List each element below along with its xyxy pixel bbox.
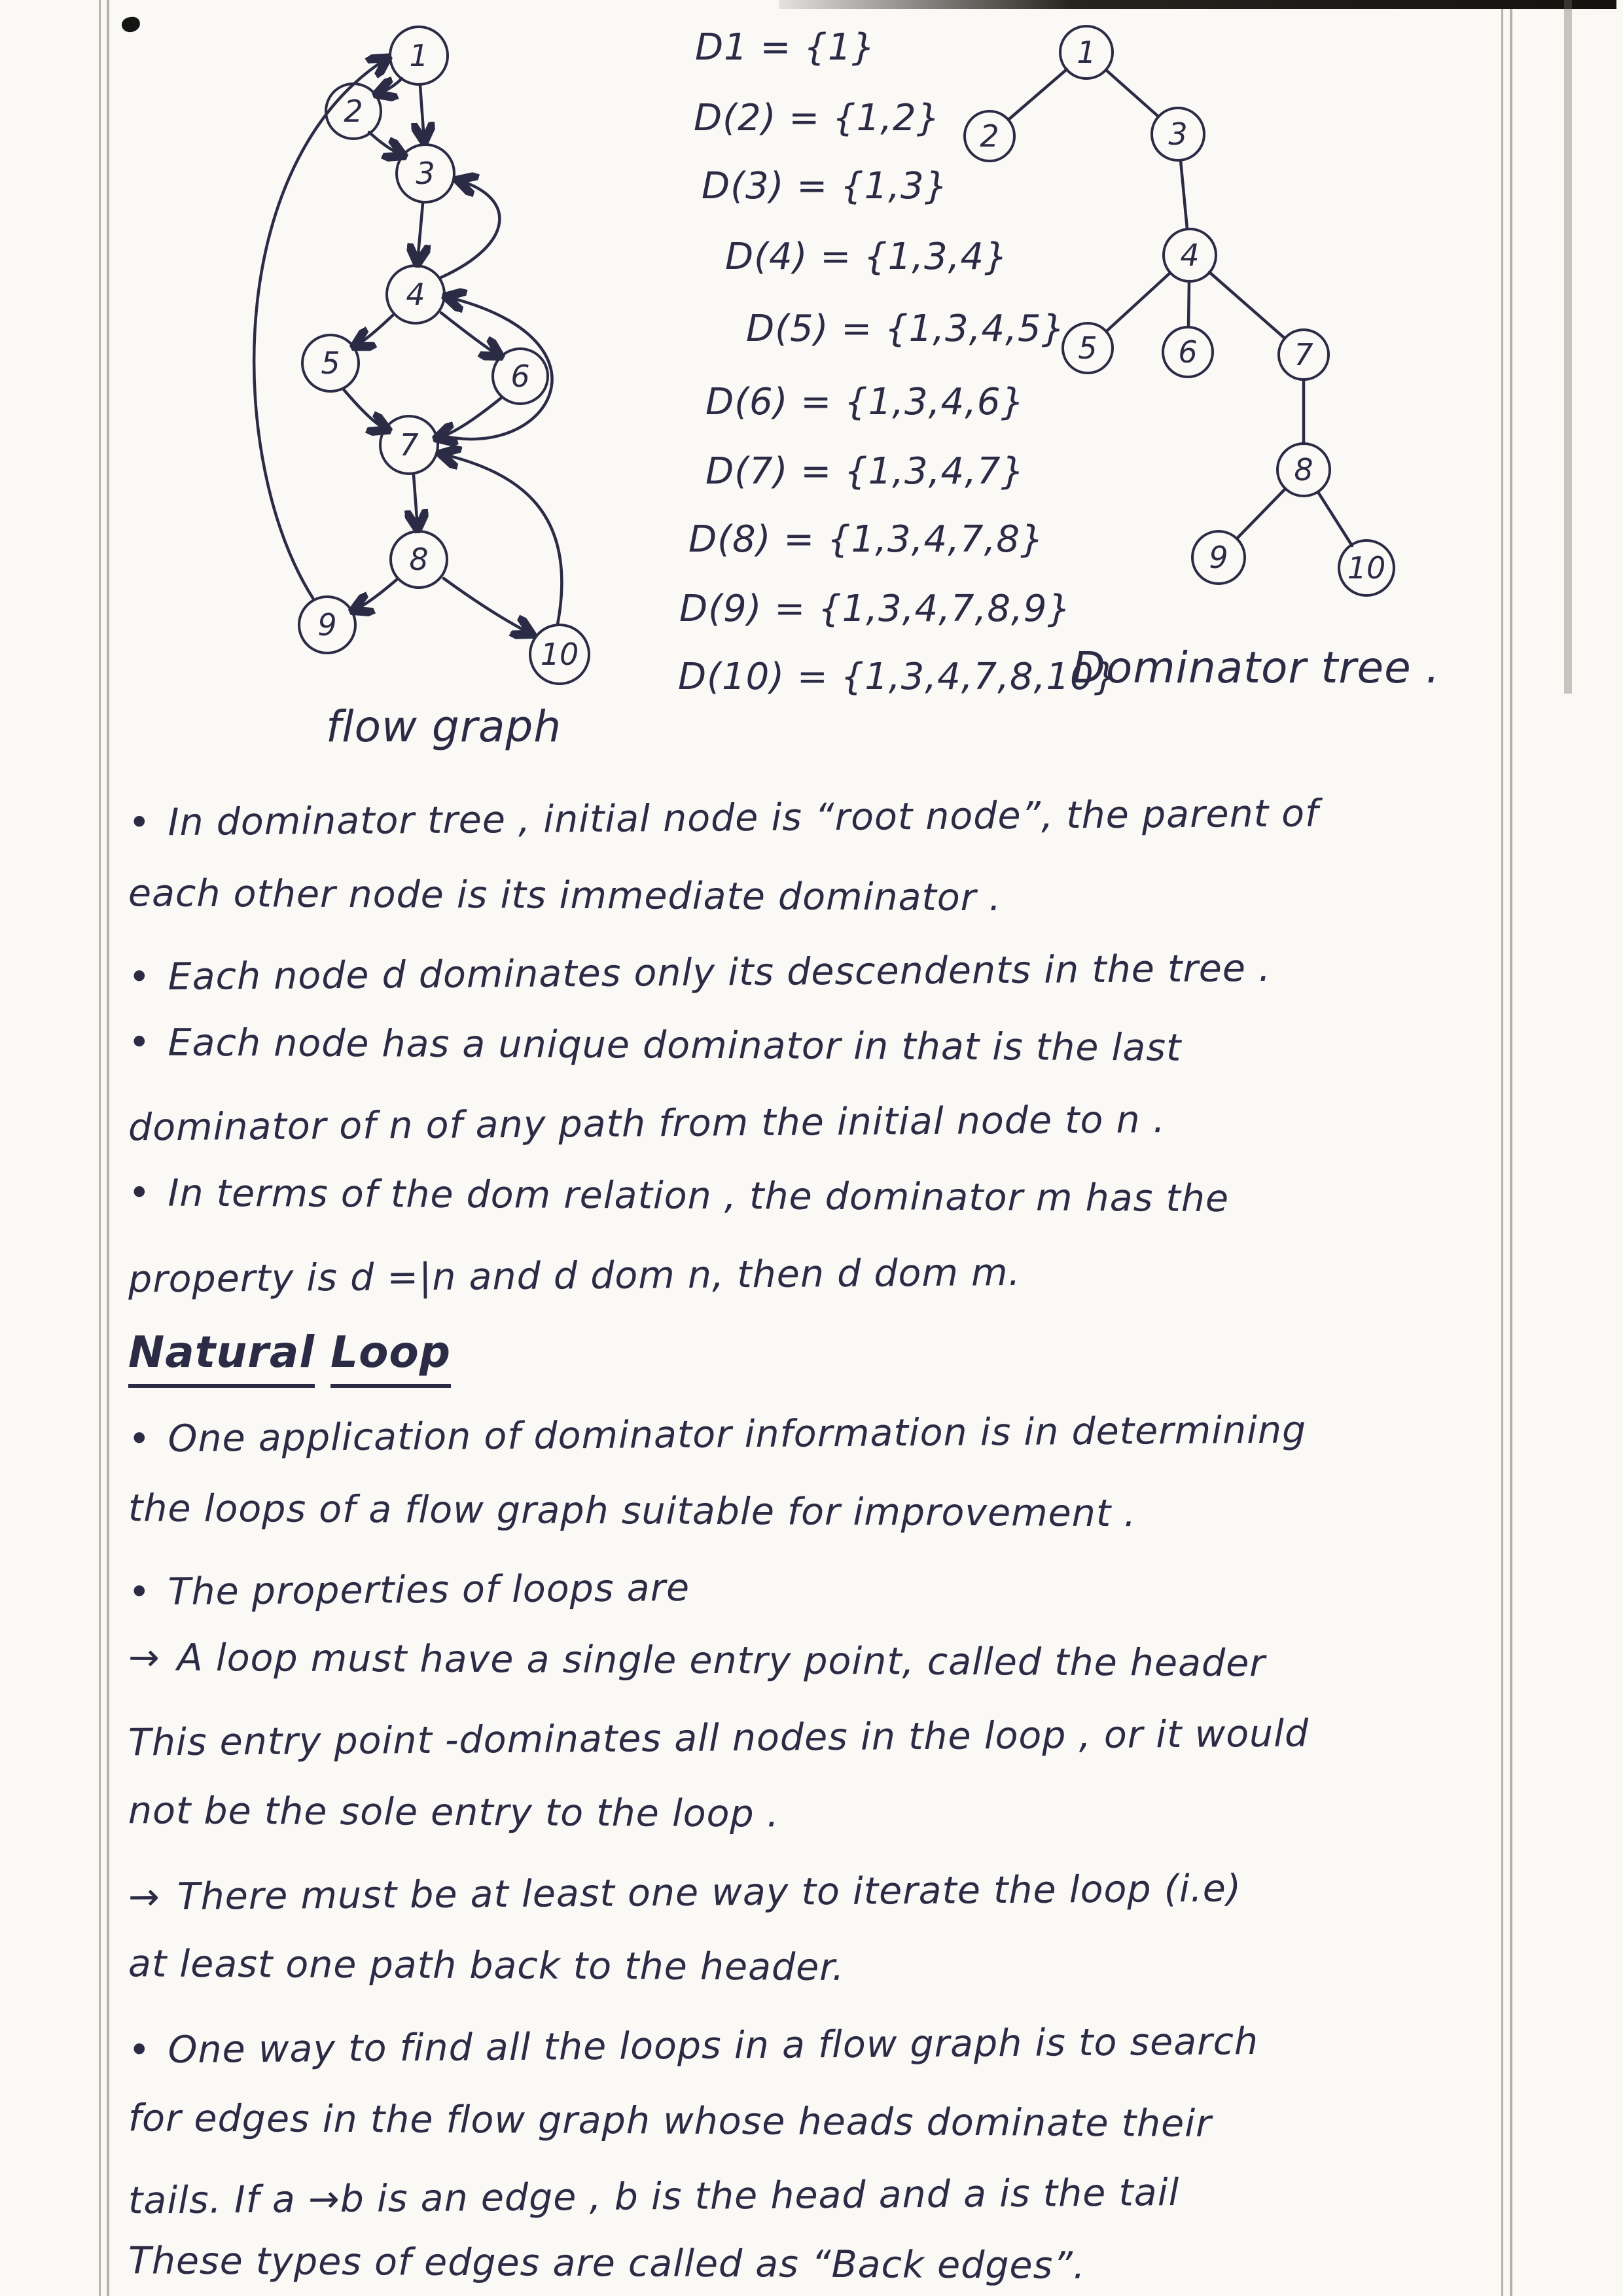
arrow-bullet-icon: → xyxy=(128,1636,160,1680)
note-line: • Each node d dominates only its descendents in the tree . xyxy=(128,946,1272,999)
svg-text:6: 6 xyxy=(510,359,530,394)
dominator-set-line: D(3) = {1,3} xyxy=(702,165,949,207)
note-line: This entry point -dominates all nodes in the loop , or it would xyxy=(128,1712,1310,1765)
bullet-icon: • xyxy=(128,2028,151,2072)
natural-loop-heading: Natural Loop xyxy=(128,1327,451,1377)
svg-text:6: 6 xyxy=(1178,334,1198,370)
note-line: → A loop must have a single entry point, called the header xyxy=(128,1636,1266,1686)
svg-text:10: 10 xyxy=(1347,550,1386,586)
dominator-set-line: D(8) = {1,3,4,7,8} xyxy=(688,518,1044,561)
bullet-icon: • xyxy=(128,1417,151,1461)
note-line: at least one path back to the header. xyxy=(128,1942,845,1990)
dominator-set-line: D(10) = {1,3,4,7,8,10} xyxy=(678,656,1118,698)
svg-text:4: 4 xyxy=(406,277,425,312)
note-line: each other node is its immediate dominator . xyxy=(128,872,1002,920)
svg-text:10: 10 xyxy=(540,637,579,672)
svg-text:9: 9 xyxy=(1209,540,1228,575)
svg-text:3: 3 xyxy=(1168,116,1188,152)
note-line: • One way to find all the loops in a flow graph is to search xyxy=(128,2019,1259,2072)
svg-text:1: 1 xyxy=(409,38,429,73)
note-line: tails. If a →b is an edge , b is the head and a is the tail xyxy=(128,2170,1180,2223)
arrow-bullet-icon: → xyxy=(128,1875,161,1919)
dominator-set-line: D1 = {1} xyxy=(695,26,876,69)
svg-text:1: 1 xyxy=(1077,35,1096,70)
note-line: property is d =|n and d dom n, then d dom m. xyxy=(128,1250,1021,1301)
note-line: • In dominator tree , initial node is “root node”, the parent of xyxy=(128,792,1319,845)
svg-text:5: 5 xyxy=(321,345,340,381)
note-line: • The properties of loops are xyxy=(128,1566,690,1614)
dominator-set-line: D(2) = {1,2} xyxy=(694,97,941,139)
bullet-icon: • xyxy=(128,1570,151,1614)
bullet-icon: • xyxy=(128,1021,151,1065)
bullet-icon: • xyxy=(128,801,151,845)
svg-text:5: 5 xyxy=(1078,330,1097,366)
dominator-set-line: D(4) = {1,3,4} xyxy=(725,236,1008,278)
flow-graph-caption: flow graph xyxy=(326,701,562,752)
svg-text:3: 3 xyxy=(416,156,435,191)
dominator-tree-caption: Dominator tree . xyxy=(1072,643,1440,693)
note-line: not be the sole entry to the loop . xyxy=(128,1789,780,1836)
svg-text:8: 8 xyxy=(1294,452,1313,487)
svg-text:7: 7 xyxy=(399,427,419,463)
svg-text:9: 9 xyxy=(317,607,337,643)
note-line: for edges in the flow graph whose heads dominate their xyxy=(128,2096,1212,2146)
bullet-icon: • xyxy=(128,1171,151,1215)
svg-text:4: 4 xyxy=(1180,238,1200,273)
dominator-set-line: D(7) = {1,3,4,7} xyxy=(705,450,1026,493)
dominator-set-line: D(5) = {1,3,4,5} xyxy=(746,308,1066,350)
note-line: • Each node has a unique dominator in that is the last xyxy=(128,1021,1182,1070)
dominator-set-line: D(9) = {1,3,4,7,8,9} xyxy=(679,588,1072,630)
svg-text:8: 8 xyxy=(409,542,429,577)
dominator-set-line: D(6) = {1,3,4,6} xyxy=(705,381,1026,423)
note-line: → There must be at least one way to iterate the loop (i.e) xyxy=(128,1867,1242,1919)
bullet-icon: • xyxy=(128,955,151,999)
svg-text:2: 2 xyxy=(980,118,999,154)
note-line: These types of edges are called as “Back edges”. xyxy=(128,2239,1086,2287)
note-line: dominator of n of any path from the initial node to n . xyxy=(128,1098,1166,1150)
note-line: • In terms of the dom relation , the dominator m has the xyxy=(128,1171,1230,1221)
note-line: the loops of a flow graph suitable for improvement . xyxy=(128,1487,1137,1536)
svg-text:7: 7 xyxy=(1294,337,1313,372)
note-line: • One application of dominator information is in determining xyxy=(128,1408,1307,1461)
svg-text:2: 2 xyxy=(344,94,363,129)
